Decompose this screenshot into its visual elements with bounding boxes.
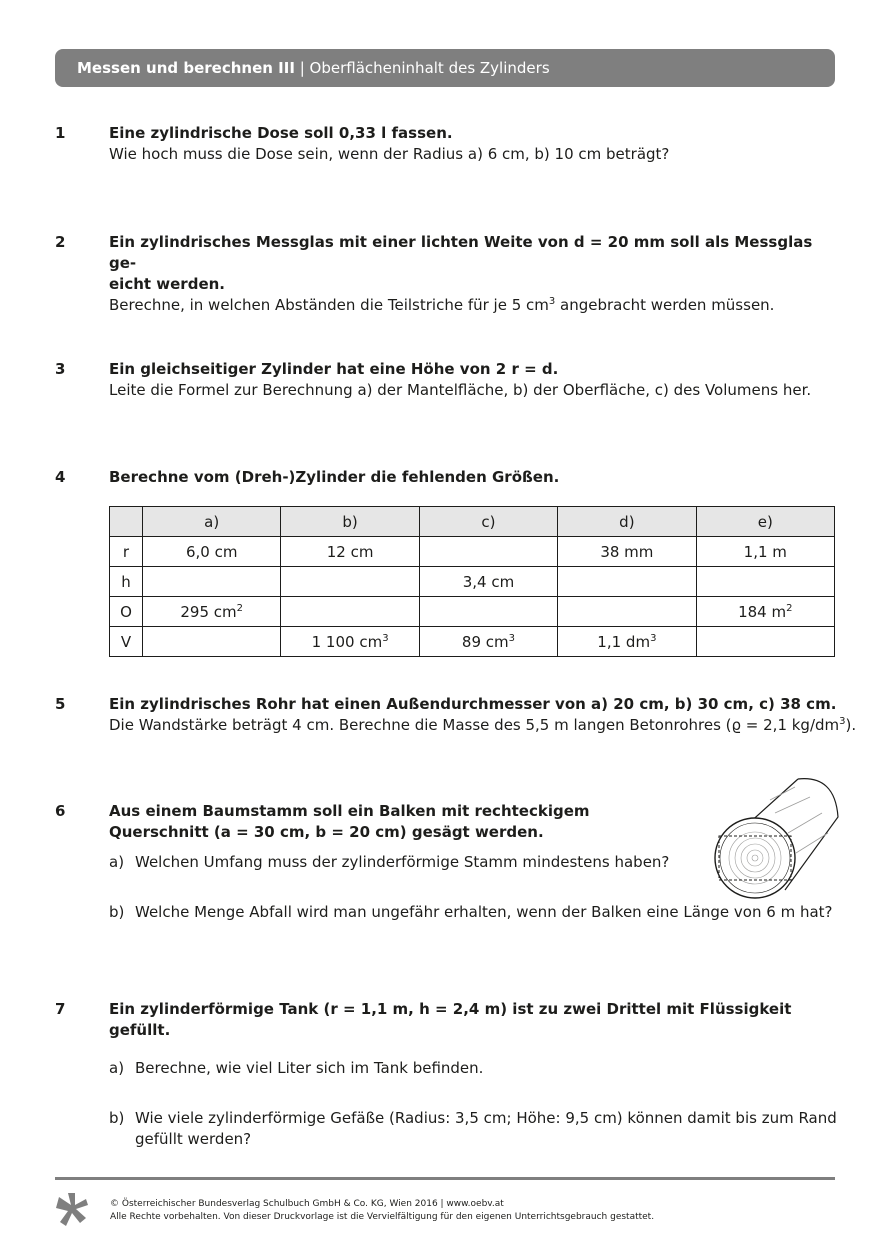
row-label: h: [110, 567, 143, 597]
row-label: r: [110, 537, 143, 567]
task-title: Berechne vom (Dreh-)Zylinder die fehlenden Größen.: [109, 468, 560, 486]
task-title-line-1: Ein zylindrisches Messglas mit einer lichten Weite von d = 20 mm soll als Messglas ge-: [109, 233, 813, 272]
table-cell: [281, 567, 419, 597]
table-cell: [143, 567, 281, 597]
publisher-logo-icon: [55, 1190, 89, 1228]
task-number: 2: [55, 233, 66, 251]
subtask-label: b): [109, 1109, 125, 1127]
table-cell: 184 $m^2$: [696, 597, 834, 627]
subtask-label: b): [109, 903, 125, 921]
subtask-label: a): [109, 1059, 125, 1077]
footer-copyright: [110, 1198, 654, 1224]
task-title: Ein gleichseitiger Zylinder hat eine Höhe von 2 r = d.: [109, 360, 559, 378]
subtask-label: a): [109, 853, 125, 871]
column-header: a): [143, 507, 281, 537]
page-header: [55, 49, 835, 87]
subtask-b: [109, 1108, 849, 1150]
column-header: c): [419, 507, 557, 537]
table-cell: 1,1 m: [696, 537, 834, 567]
task-number: 1: [55, 124, 66, 142]
table-cell: [419, 597, 557, 627]
column-header: e): [696, 507, 834, 537]
table-cell: [558, 597, 696, 627]
task-number: 6: [55, 802, 66, 820]
subtask-text: Berechne, wie viel Liter sich im Tank befinden.: [135, 1059, 484, 1077]
task-title-line-1: Aus einem Baumstamm soll ein Balken mit rechteckigem: [109, 802, 590, 820]
subtask-text-line-1: Wie viele zylinderförmige Gefäße (Radius: 3,5 cm; Höhe: 9,5 cm) können damit bis zum Rand: [135, 1109, 837, 1127]
task-number: 4: [55, 468, 66, 486]
table-cell: 89 $cm^3$: [419, 627, 557, 657]
row-label: V: [110, 627, 143, 657]
table-cell: [281, 597, 419, 627]
footer-line-2: Alle Rechte vorbehalten. Von dieser Druckvorlage ist die Vervielfältigung für den eigenen Unterrichtsgebrauch gestattet.: [110, 1212, 655, 1222]
task-number: 3: [55, 360, 66, 378]
table-cell: 6,0 cm: [143, 537, 281, 567]
task-title: Ein zylinderförmige Tank (r = 1,1 m, h = 2,4 m) ist zu zwei Drittel mit Flüssigkeit gefüllt.: [109, 1000, 792, 1039]
subtask-text: Welchen Umfang muss der zylinderförmige Stamm mindestens haben?: [135, 853, 670, 871]
task-text: Die Wandstärke beträgt 4 cm. Berechne die Masse des 5,5 m langen Betonrohres (ϱ = 2,1 $kg/dm^3$).: [109, 716, 857, 734]
subtask-text-line-2: gefüllt werden?: [135, 1130, 252, 1148]
table-cell: [696, 567, 834, 597]
footer-line-1: © Österreichischer Bundesverlag Schulbuch GmbH & Co. KG, Wien 2016 | www.oebv.at: [110, 1199, 504, 1209]
subtask-b: [109, 902, 839, 923]
header-subtitle: Oberflächeninhalt des Zylinders: [309, 59, 550, 77]
table-header-row: [110, 507, 835, 537]
column-header: b): [281, 507, 419, 537]
subtask-text: Welche Menge Abfall wird man ungefähr erhalten, wenn der Balken eine Länge von 6 m hat?: [135, 903, 833, 921]
table-cell: 1 100 $cm^3$: [281, 627, 419, 657]
task-text: Leite die Formel zur Berechnung a) der Mantelfläche, b) der Oberfläche, c) des Volumens her.: [109, 381, 812, 399]
footer-divider: [55, 1177, 835, 1180]
table-cell: 38 mm: [558, 537, 696, 567]
cylinder-table: [109, 506, 835, 657]
header-separator: |: [299, 59, 305, 77]
task-title: Eine zylindrische Dose soll 0,33 l fassen.: [109, 124, 453, 142]
task-text: Berechne, in welchen Abständen die Teilstriche für je 5 $cm^3$ angebracht werden müssen.: [109, 296, 775, 314]
row-label: O: [110, 597, 143, 627]
subtask-a: [109, 1058, 849, 1079]
table-row: [110, 567, 835, 597]
column-header: d): [558, 507, 696, 537]
header-title: Messen und berechnen III: [77, 59, 295, 77]
tree-log-illustration: [700, 775, 845, 900]
task-text: Wie hoch muss die Dose sein, wenn der Radius a) 6 cm, b) 10 cm beträgt?: [109, 145, 670, 163]
table-row: [110, 537, 835, 567]
table-cell: [419, 537, 557, 567]
table-corner-cell: [110, 507, 143, 537]
table-cell: 3,4 cm: [419, 567, 557, 597]
table-cell: 1,1 $dm^3$: [558, 627, 696, 657]
table-cell: [143, 627, 281, 657]
table-row: [110, 597, 835, 627]
task-number: 5: [55, 695, 66, 713]
task-title-line-2: Querschnitt (a = 30 cm, b = 20 cm) gesägt werden.: [109, 823, 544, 841]
task-title: Ein zylindrisches Rohr hat einen Außendurchmesser von a) 20 cm, b) 30 cm, c) 38 cm.: [109, 695, 837, 713]
table-cell: [696, 627, 834, 657]
task-number: 7: [55, 1000, 66, 1018]
table-cell: [558, 567, 696, 597]
table-row: [110, 627, 835, 657]
task-title-line-2: eicht werden.: [109, 275, 225, 293]
table-cell: 295 $cm^2$: [143, 597, 281, 627]
table-cell: 12 cm: [281, 537, 419, 567]
